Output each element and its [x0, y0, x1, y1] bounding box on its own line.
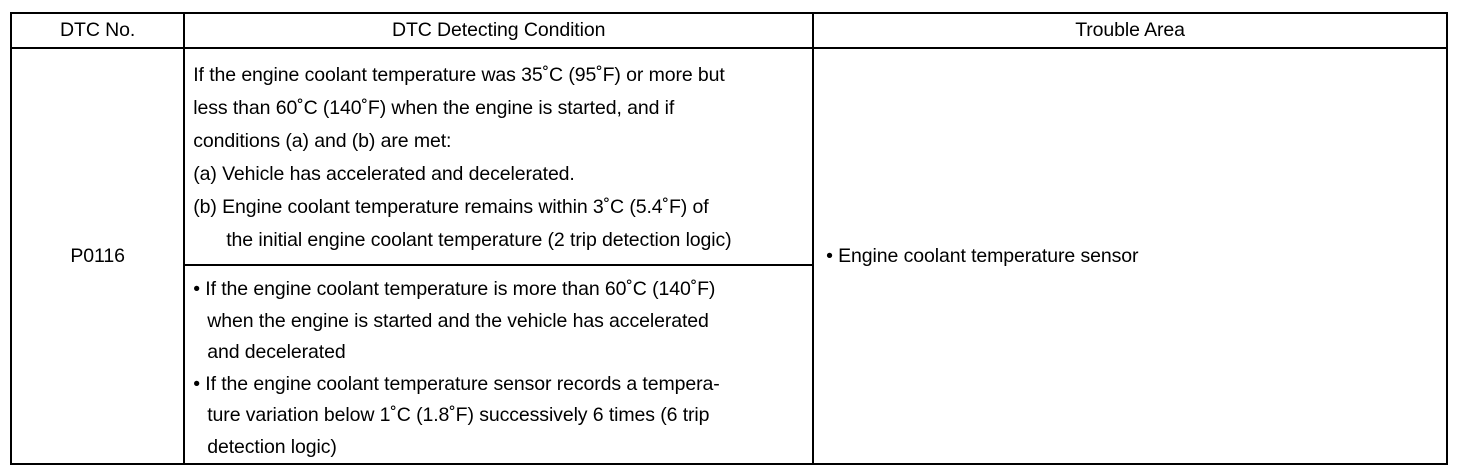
condition-cell-a: [184, 48, 813, 265]
trouble-area-item: • Engine coolant temperature sensor: [826, 244, 1139, 267]
dtc-code: P0116: [70, 244, 125, 267]
condition-b-item-cont: the initial engine coolant temperature (2 trip detection logic): [226, 229, 732, 251]
condition-bullet-cont: detection logic): [207, 435, 337, 458]
condition-a-line: less than 60˚C (140˚F) when the engine is started, and if: [193, 97, 675, 119]
header-dtc-no: DTC No.: [11, 13, 184, 48]
condition-bullet: • If the engine coolant temperature is more than 60˚C (140˚F): [193, 278, 716, 300]
condition-a-line: If the engine coolant temperature was 35˚C (95˚F) or more but: [193, 64, 725, 86]
condition-bullet-cont: ture variation below 1˚C (1.8˚F) successively 6 times (6 trip: [207, 404, 710, 426]
condition-bullet-cont: when the engine is started and the vehicle has accelerated: [207, 309, 709, 332]
dtc-table: [10, 12, 1448, 465]
trouble-area-cell: [813, 48, 1447, 464]
header-row: [11, 13, 1447, 48]
table-row: [11, 48, 1447, 265]
condition-a-line: conditions (a) and (b) are met:: [193, 130, 452, 152]
condition-bullet-cont: and decelerated: [207, 341, 346, 363]
condition-cell-b: [184, 265, 813, 464]
header-detecting-condition: DTC Detecting Condition: [184, 13, 813, 48]
dtc-code-cell: [11, 48, 184, 464]
condition-b-item: (b) Engine coolant temperature remains within 3˚C (5.4˚F) of: [193, 196, 709, 218]
condition-bullet: • If the engine coolant temperature sensor records a tempera-: [193, 372, 720, 395]
condition-a-item: (a) Vehicle has accelerated and decelerated.: [193, 163, 575, 185]
header-trouble-area: Trouble Area: [813, 13, 1447, 48]
